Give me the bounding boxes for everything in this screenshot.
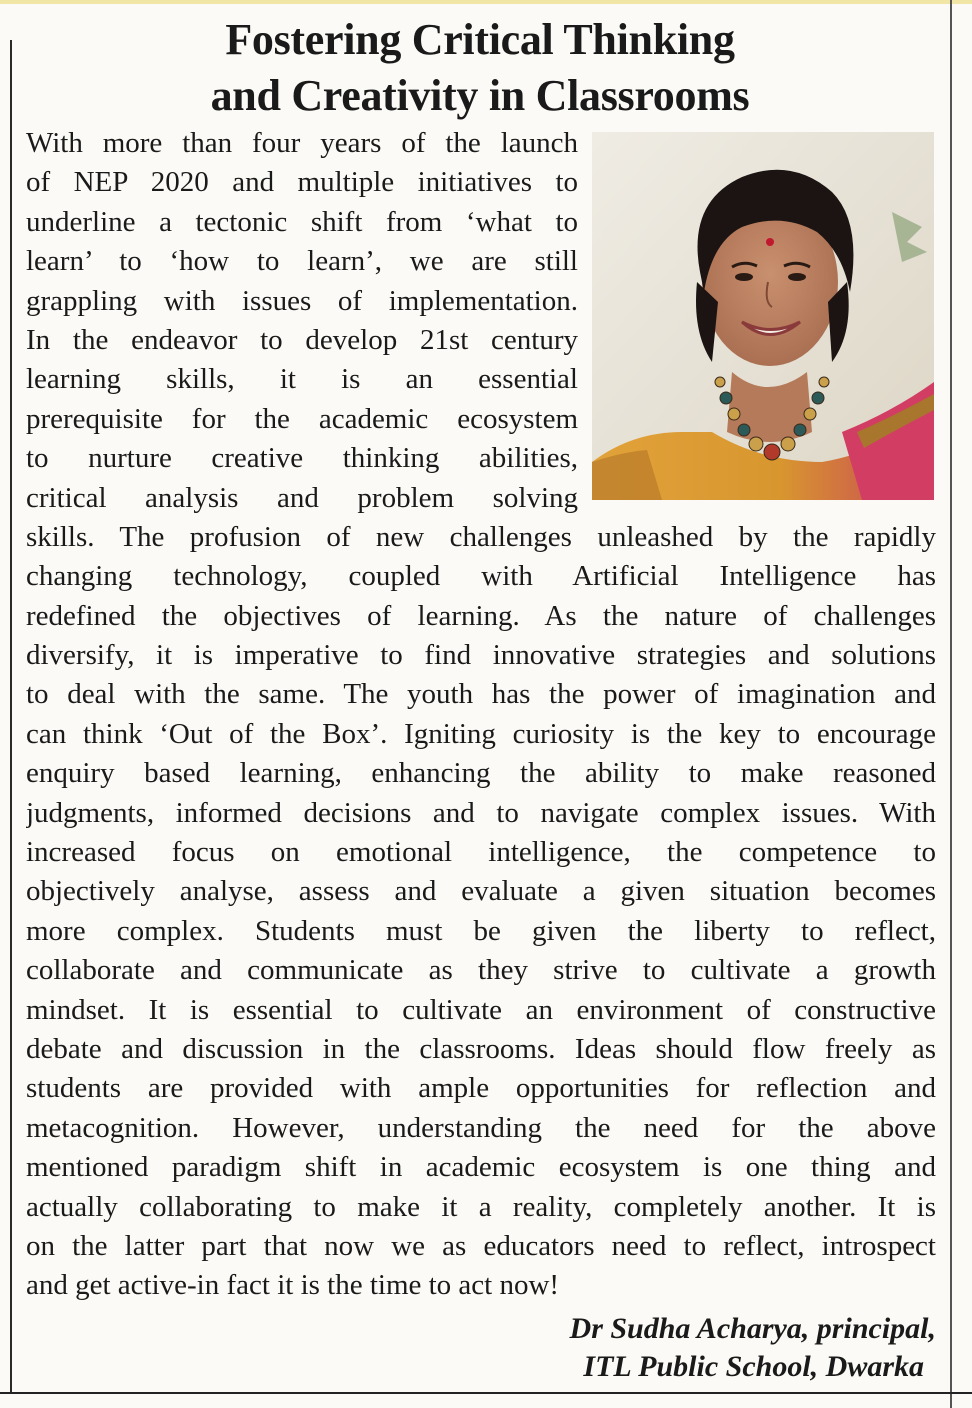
body-line: students are provided with ample opportunities for reflection and bbox=[26, 1072, 936, 1105]
body-line: changing technology, coupled with Artificial Intelligence has bbox=[26, 560, 936, 593]
body-line: prerequisite for the academic ecosystem bbox=[26, 402, 578, 435]
body-line: can think ‘Out of the Box’. Igniting curiosity is the key to encourage bbox=[26, 717, 936, 750]
title-line-2: and Creativity in Classrooms bbox=[210, 71, 750, 120]
body-line: judgments, informed decisions and to navigate complex issues. With bbox=[26, 796, 936, 829]
body-line: With more than four years of the launch bbox=[26, 127, 578, 159]
body-line: learning skills, it is an essential bbox=[26, 363, 578, 396]
body-line: more complex. Students must be given the liberty to reflect, bbox=[26, 914, 936, 947]
body-line: objectively analyse, assess and evaluate a given situation becomes bbox=[26, 875, 936, 908]
author-byline bbox=[570, 1310, 936, 1386]
body-line: mindset. It is essential to cultivate an environment of constructive bbox=[26, 993, 936, 1026]
body-line: skills. The profusion of new challenges unleashed by the rapidly bbox=[26, 520, 936, 553]
body-line: grappling with issues of implementation. bbox=[26, 284, 578, 317]
body-line: In the endeavor to develop 21st century bbox=[26, 323, 578, 356]
body-line: diversify, it is imperative to find innovative strategies and solutions bbox=[26, 639, 936, 672]
body-line: learn’ to ‘how to learn’, we are still bbox=[26, 245, 578, 278]
body-line: critical analysis and problem solving bbox=[26, 481, 578, 514]
body-line: underline a tectonic shift from ‘what to bbox=[26, 205, 578, 238]
article-title bbox=[0, 12, 960, 124]
body-line: collaborate and communicate as they strive to cultivate a growth bbox=[26, 954, 936, 987]
left-border-rule bbox=[10, 40, 12, 1392]
body-line: to deal with the same. The youth has the power of imagination and bbox=[26, 678, 936, 711]
article-body bbox=[26, 124, 936, 1306]
body-line: of NEP 2020 and multiple initiatives to bbox=[26, 166, 578, 199]
body-line: debate and discussion in the classrooms. Ideas should flow freely as bbox=[26, 1032, 936, 1065]
body-line: enquiry based learning, enhancing the ability to make reasoned bbox=[26, 757, 936, 790]
bottom-border-rule bbox=[0, 1392, 972, 1394]
body-line: redefined the objectives of learning. As the nature of challenges bbox=[26, 599, 936, 632]
title-line-1: Fostering Critical Thinking bbox=[225, 15, 735, 64]
right-border-rule bbox=[950, 0, 952, 1408]
body-line: to nurture creative thinking abilities, bbox=[26, 442, 578, 475]
body-line: and get active-in fact it is the time to act now! bbox=[26, 1269, 560, 1302]
body-line: actually collaborating to make it a reality, completely another. It is bbox=[26, 1190, 936, 1223]
byline-name: Dr Sudha Acharya, principal, bbox=[569, 1312, 936, 1345]
body-line: metacognition. However, understanding the need for the above bbox=[26, 1111, 936, 1144]
body-line: increased focus on emotional intelligence, the competence to bbox=[26, 836, 936, 869]
body-line: mentioned paradigm shift in academic ecosystem is one thing and bbox=[26, 1151, 936, 1184]
byline-school: ITL Public School, Dwarka bbox=[583, 1350, 924, 1383]
body-line: on the latter part that now we as educators need to reflect, introspect bbox=[26, 1229, 936, 1262]
top-rule bbox=[0, 0, 972, 4]
